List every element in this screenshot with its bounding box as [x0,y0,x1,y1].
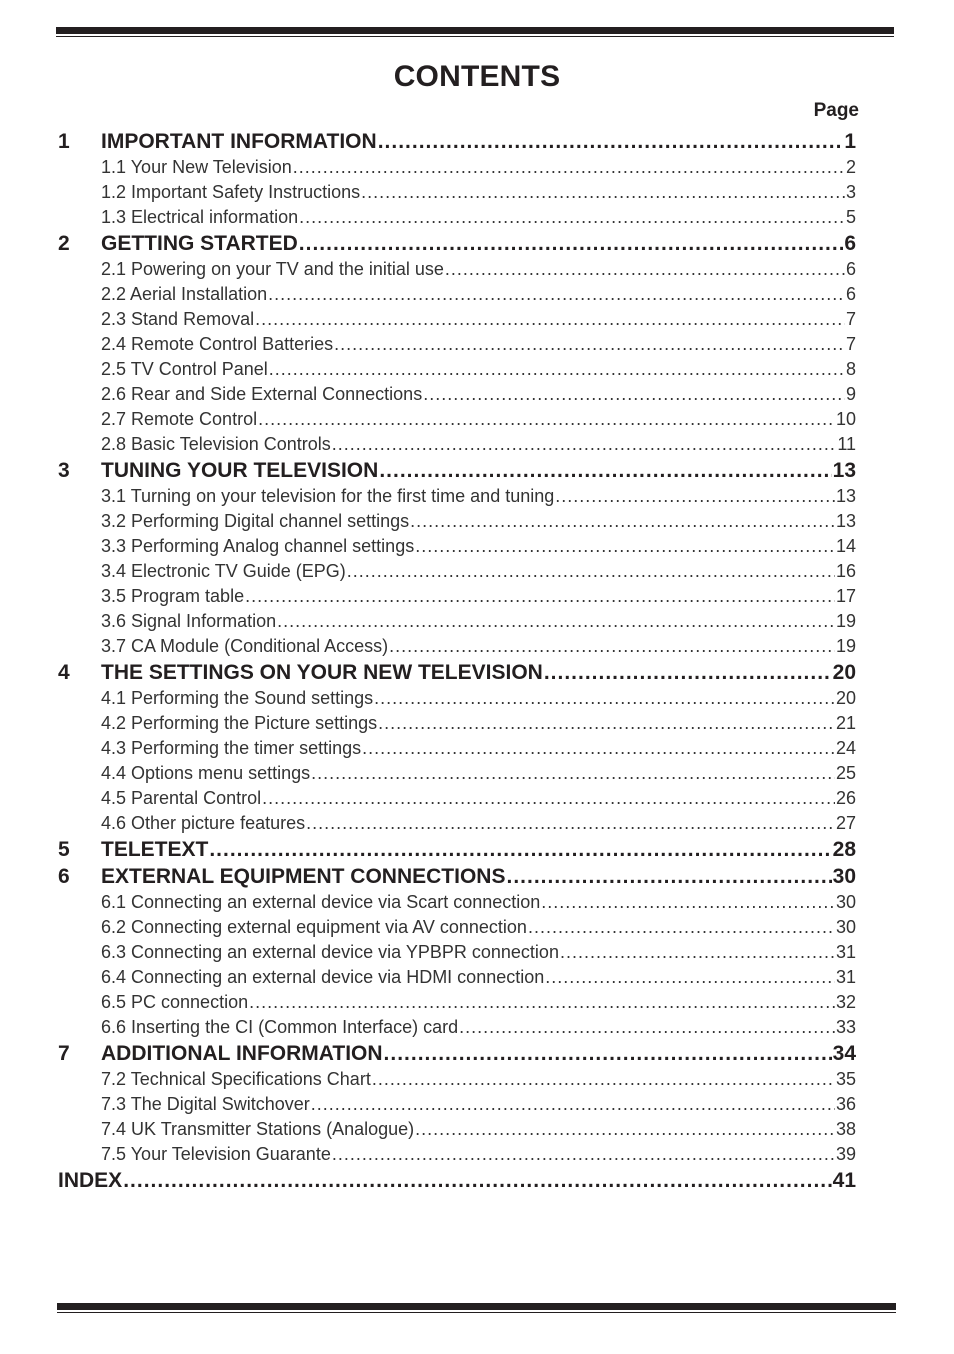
toc-section-entry[interactable] [58,659,856,686]
toc-subsection-entry[interactable] [58,1092,856,1117]
toc-entry-page-number: 33 [835,1017,856,1037]
toc-subsection-entry[interactable] [58,736,856,761]
dot-leader [311,1092,835,1117]
toc-entry-page-number: 35 [835,1069,856,1089]
toc-subsection-entry[interactable] [58,811,856,836]
dot-leader [560,940,835,965]
toc-entry-label: INDEX [58,1169,123,1192]
toc-entry-label: 4.3 Performing the timer settings [101,738,362,758]
toc-entry-label: 2.2 Aerial Installation [101,284,268,304]
toc-subsection-entry[interactable] [58,407,856,432]
toc-entry-page-number: 24 [835,738,856,758]
dot-leader [347,559,835,584]
toc-entry-label: 4.5 Parental Control [101,788,262,808]
toc-entry-page-number: 13 [835,511,856,531]
toc-entry-page-number: 20 [832,661,856,684]
dot-leader [362,736,835,761]
toc-entry-label: 6.4 Connecting an external device via HDMI connection [101,967,545,987]
toc-section-entry[interactable] [58,1167,856,1194]
toc-entry-label: 7.4 UK Transmitter Stations (Analogue) [101,1119,415,1139]
dot-leader [332,1142,835,1167]
toc-entry-label: 3.4 Electronic TV Guide (EPG) [101,561,346,581]
toc-entry-page-number: 13 [832,459,856,482]
toc-section-entry[interactable] [58,863,856,890]
toc-entry-label: 2.1 Powering on your TV and the initial use [101,259,444,279]
dot-leader [262,786,835,811]
toc-entry-label: 7.3 The Digital Switchover [101,1094,310,1114]
toc-entry-number: 2 [58,232,70,255]
toc-entry-page-number: 31 [835,942,856,962]
dot-leader [306,811,835,836]
toc-entry-page-number: 28 [832,838,856,861]
toc-entry-label: 2.4 Remote Control Batteries [101,334,334,354]
toc-section-entry[interactable] [58,1040,856,1067]
toc-entry-page-number: 19 [835,611,856,631]
dot-leader [415,1117,835,1142]
toc-section-entry[interactable] [58,457,856,484]
toc-subsection-entry[interactable] [58,940,856,965]
toc-entry-page-number: 41 [832,1169,856,1192]
toc-entry-label: 6.6 Inserting the CI (Common Interface) card [101,1017,459,1037]
dot-leader [389,634,835,659]
toc-entry-label: 7.2 Technical Specifications Chart [101,1069,371,1089]
dot-leader [123,1167,831,1194]
toc-subsection-entry[interactable] [58,1067,856,1092]
page-title: CONTENTS [393,60,561,93]
toc-entry-page-number: 20 [835,688,856,708]
toc-entry-number: 5 [58,838,70,861]
toc-subsection-entry[interactable] [58,559,856,584]
top-rule [56,27,894,39]
toc-entry-label: GETTING STARTED [101,232,298,255]
toc-entry-page-number: 9 [845,384,856,404]
dot-leader [249,990,835,1015]
dot-leader [445,257,845,282]
toc-entry-page-number: 32 [835,992,856,1012]
dot-leader [277,609,835,634]
dot-leader [459,1015,835,1040]
dot-leader [372,1067,835,1092]
dot-leader [410,509,835,534]
toc-subsection-entry[interactable] [58,1142,856,1167]
toc-entry-page-number: 30 [835,892,856,912]
toc-entry-label: 4.4 Options menu settings [101,763,311,783]
toc-entry-page-number: 2 [845,157,856,177]
toc-subsection-entry[interactable] [58,205,856,230]
toc-entry-label: 1.2 Important Safety Instructions [101,182,361,202]
toc-entry-page-number: 7 [845,309,856,329]
toc-entry-page-number: 17 [835,586,856,606]
toc-subsection-entry[interactable] [58,686,856,711]
toc-entry-page-number: 6 [845,284,856,304]
toc-entry-page-number: 30 [832,865,856,888]
toc-entry-number: 4 [58,661,70,684]
toc-entry-page-number: 31 [835,967,856,987]
toc-entry-page-number: 3 [845,182,856,202]
toc-entry-page-number: 21 [835,713,856,733]
dot-leader [541,890,835,915]
toc-entry-page-number: 34 [832,1042,856,1065]
toc-entry-label: 2.3 Stand Removal [101,309,255,329]
dot-leader [299,205,845,230]
dot-leader [545,965,835,990]
toc-entry-page-number: 5 [845,207,856,227]
toc-entry-number: 6 [58,865,70,888]
dot-leader [379,457,831,484]
toc-entry-page-number: 36 [835,1094,856,1114]
toc-subsection-entry[interactable] [58,432,856,457]
dot-leader [209,836,831,863]
dot-leader [374,686,835,711]
toc-entry-label: 3.1 Turning on your television for the first time and tuning [101,486,555,506]
toc-entry-label: 3.6 Signal Information [101,611,277,631]
toc-entry-label: 3.3 Performing Analog channel settings [101,536,415,556]
dot-leader [258,407,835,432]
toc-entry-page-number: 8 [845,359,856,379]
dot-leader [378,711,835,736]
toc-entry-page-number: 13 [835,486,856,506]
toc-entry-page-number: 7 [845,334,856,354]
toc-subsection-entry[interactable] [58,307,856,332]
toc-entry-page-number: 30 [835,917,856,937]
toc-subsection-entry[interactable] [58,890,856,915]
toc-entry-label: 6.1 Connecting an external device via Scart connection [101,892,541,912]
toc-entry-label: 2.7 Remote Control [101,409,258,429]
dot-leader [423,382,845,407]
toc-entry-label: 6.3 Connecting an external device via YPBPR connection [101,942,559,962]
toc-entry-page-number: 16 [835,561,856,581]
dot-leader [555,484,835,509]
toc-subsection-entry[interactable] [58,509,856,534]
page-column-label: Page [813,100,859,121]
toc-entry-label: 3.7 CA Module (Conditional Access) [101,636,389,656]
toc-subsection-entry[interactable] [58,155,856,180]
dot-leader [506,863,831,890]
toc-subsection-entry[interactable] [58,786,856,811]
toc-entry-label: 2.6 Rear and Side External Connections [101,384,423,404]
toc-section-entry[interactable] [58,128,856,155]
toc-entry-label: 4.2 Performing the Picture settings [101,713,378,733]
toc-entry-page-number: 19 [835,636,856,656]
toc-subsection-entry[interactable] [58,257,856,282]
toc-entry-label: 7.5 Your Television Guarante [101,1144,331,1164]
toc-entry-page-number: 25 [835,763,856,783]
dot-leader [544,659,832,686]
toc-subsection-entry[interactable] [58,990,856,1015]
toc-subsection-entry[interactable] [58,965,856,990]
toc-section-entry[interactable] [58,836,856,863]
dot-leader [384,1040,832,1067]
toc-entry-label: ADDITIONAL INFORMATION [101,1042,383,1065]
toc-subsection-entry[interactable] [58,915,856,940]
toc-entry-label: 1.3 Electrical information [101,207,299,227]
toc-entry-label: 3.5 Program table [101,586,245,606]
table-of-contents [58,128,856,1194]
dot-leader [528,915,835,940]
toc-subsection-entry[interactable] [58,761,856,786]
toc-section-entry[interactable] [58,230,856,257]
dot-leader [332,432,837,457]
dot-leader [269,357,845,382]
toc-subsection-entry[interactable] [58,382,856,407]
toc-entry-number: 1 [58,130,70,153]
toc-entry-label: 4.6 Other picture features [101,813,306,833]
toc-subsection-entry[interactable] [58,1117,856,1142]
bottom-rule [57,1303,896,1315]
toc-entry-label: 6.2 Connecting external equipment via AV connection [101,917,527,937]
toc-entry-page-number: 26 [835,788,856,808]
dot-leader [245,584,835,609]
toc-subsection-entry[interactable] [58,332,856,357]
dot-leader [361,180,845,205]
dot-leader [311,761,835,786]
toc-entry-label: TUNING YOUR TELEVISION [101,459,379,482]
toc-subsection-entry[interactable] [58,609,856,634]
toc-entry-label: 3.2 Performing Digital channel settings [101,511,410,531]
toc-subsection-entry[interactable] [58,634,856,659]
dot-leader [255,307,845,332]
toc-entry-number: 3 [58,459,70,482]
toc-entry-page-number: 38 [835,1119,856,1139]
toc-entry-number: 7 [58,1042,70,1065]
toc-entry-page-number: 1 [844,130,856,153]
toc-subsection-entry[interactable] [58,1015,856,1040]
toc-entry-label: THE SETTINGS ON YOUR NEW TELEVISION [101,661,543,684]
dot-leader [415,534,835,559]
toc-entry-label: 6.5 PC connection [101,992,249,1012]
dot-leader [378,128,844,155]
dot-leader [268,282,845,307]
toc-subsection-entry[interactable] [58,357,856,382]
toc-entry-page-number: 39 [835,1144,856,1164]
toc-entry-page-number: 6 [844,232,856,255]
toc-subsection-entry[interactable] [58,180,856,205]
toc-entry-label: EXTERNAL EQUIPMENT CONNECTIONS [101,865,506,888]
toc-entry-label: TELETEXT [101,838,209,861]
dot-leader [299,230,844,257]
toc-entry-page-number: 14 [835,536,856,556]
toc-entry-label: IMPORTANT INFORMATION [101,130,377,153]
toc-subsection-entry[interactable] [58,584,856,609]
toc-subsection-entry[interactable] [58,484,856,509]
toc-entry-label: 2.8 Basic Television Controls [101,434,331,454]
toc-entry-page-number: 10 [835,409,856,429]
toc-entry-page-number: 6 [845,259,856,279]
toc-entry-label: 2.5 TV Control Panel [101,359,268,379]
toc-entry-label: 1.1 Your New Television [101,157,292,177]
toc-subsection-entry[interactable] [58,711,856,736]
dot-leader [334,332,845,357]
dot-leader [293,155,845,180]
toc-subsection-entry[interactable] [58,534,856,559]
toc-subsection-entry[interactable] [58,282,856,307]
toc-entry-label: 4.1 Performing the Sound settings [101,688,374,708]
toc-entry-page-number: 27 [835,813,856,833]
toc-entry-page-number: 11 [837,434,856,454]
